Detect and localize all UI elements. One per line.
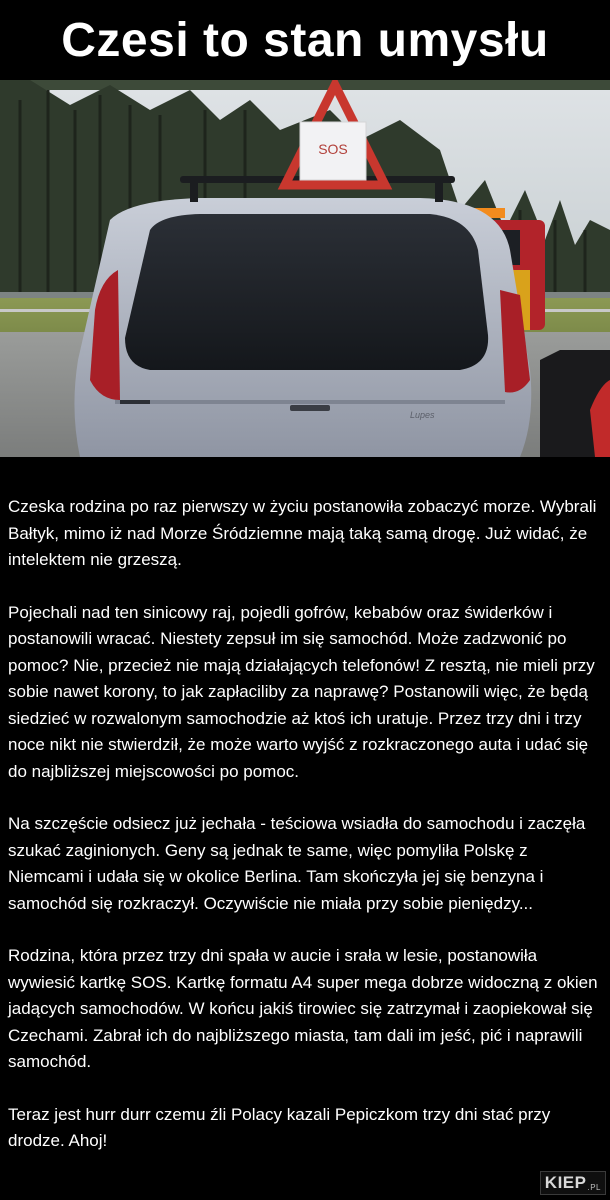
car-photo <box>0 80 610 457</box>
paragraph-5: Teraz jest hurr durr czemu źli Polacy kazali Pepiczkom trzy dni stać przy drodze. Ahoj! <box>8 1104 551 1150</box>
open-car-door <box>540 350 610 457</box>
watermark-brand: KIEP <box>544 1173 587 1192</box>
paragraph-4: Rodzina, która przez trzy dni spała w aucie i srała w lesie, postanowiła wywiesić kartkę SOS. Kartkę formatu A4 super mega dobrze widoczną z okien jadących samochodów. W końcu jakiś tirowiec się zatrzymał i zaopiekował się Czechami. Zabrał ich do najbliższego miasta, tam dali im jeść, pić i naprawili samochód. <box>8 946 598 1071</box>
car <box>74 176 531 457</box>
sos-sign-text: SOS <box>318 141 348 157</box>
meme-title: Czesi to stan umysłu <box>61 13 549 67</box>
svg-text:Lupes: Lupes <box>410 410 435 420</box>
kiep-watermark-logo <box>540 1171 606 1195</box>
paragraph-3: Na szczęście odsiecz już jechała - teściowa wsiadła do samochodu i zaczęła szukać zaginionych. Geny są jednak te same, więc pomyliła Polskę z Niemcami i udała się w okolice Berlina. Tam skończyła jej się benzyna i samochód się rozkraczył. Oczywiście nie miała przy sobie pieniędzy... <box>8 814 586 913</box>
paragraph-2: Pojechali nad ten sinicowy raj, pojedli gofrów, kebabów oraz świderków i postanowili wracać. Niestety zepsuł im się samochód. Może zadzwonić po pomoc? Nie, przecież nie mają działających telefonów! Z resztą, nie mieli przy sobie nawet korony, to jak zapłaciliby za naprawę? Postanowili więc, że będą siedzieć w rozwalonym samochodzie aż ktoś ich uratuje. Przez trzy dni i trzy noce nikt nie stwierdził, że może warto wyjść z rozkraczonego auta i udać się do najbliższej miejscowości po pomoc. <box>8 602 595 781</box>
paragraph-1: Czeska rodzina po raz pierwszy w życiu postanowiła zobaczyć morze. Wybrali Bałtyk, mimo iż nad Morze Śródziemne mają taką samą drogę. Już widać, że intelektem nie grzeszą. <box>8 497 597 569</box>
article-body <box>8 494 602 1181</box>
watermark-domain: .PL <box>587 1182 601 1192</box>
